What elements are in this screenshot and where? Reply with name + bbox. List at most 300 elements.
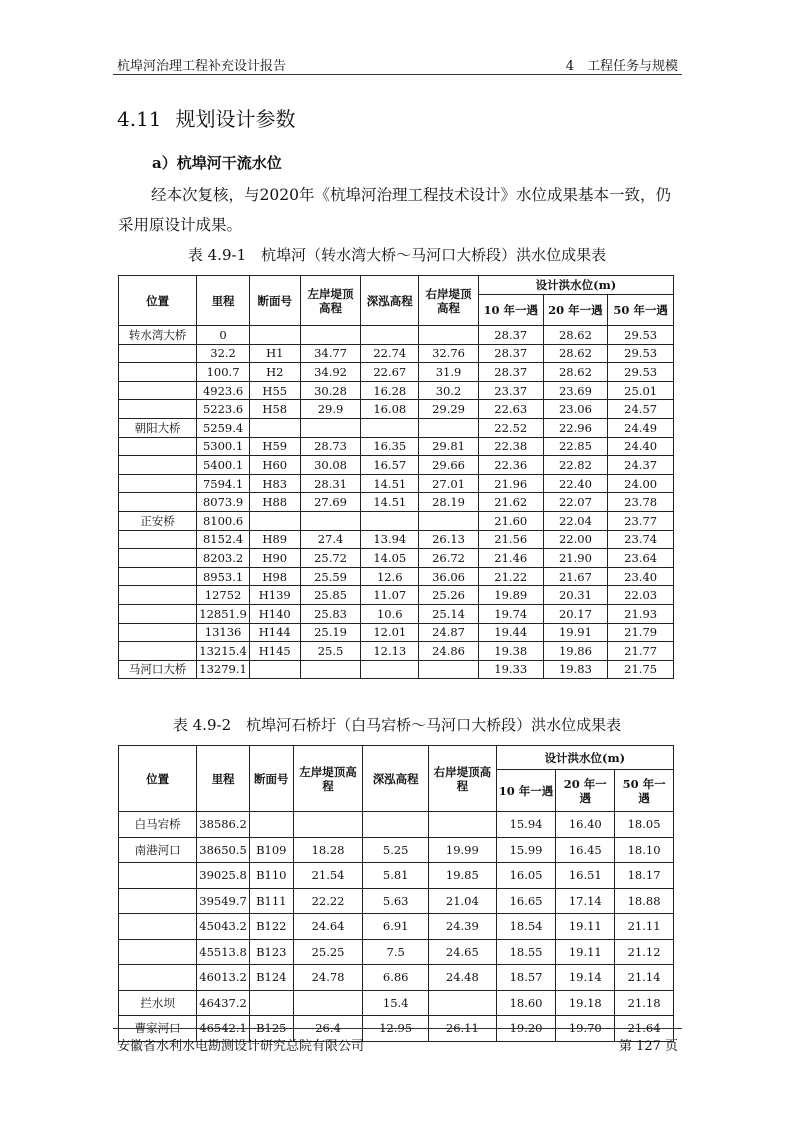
table-cell: 27.01 xyxy=(419,474,479,493)
table-cell: 21.46 xyxy=(478,549,543,568)
table-cell: 28.37 xyxy=(478,326,543,345)
table-cell: B122 xyxy=(249,914,293,940)
table-cell: 21.56 xyxy=(478,530,543,549)
table-cell xyxy=(119,586,197,605)
table-row xyxy=(119,344,674,363)
table-cell: 22.82 xyxy=(543,456,608,475)
table-cell xyxy=(119,888,197,914)
table-cell: 31.9 xyxy=(419,363,479,382)
table-cell: 21.62 xyxy=(478,493,543,512)
table-cell xyxy=(419,511,479,530)
table-cell: 8953.1 xyxy=(197,567,250,586)
col-20yr: 20 年一遇 xyxy=(556,770,615,812)
col-design-level: 设计洪水位(m) xyxy=(478,276,673,295)
table-cell: 30.08 xyxy=(300,456,361,475)
table-cell xyxy=(119,493,197,512)
table-cell: 32.76 xyxy=(419,344,479,363)
table-cell xyxy=(119,549,197,568)
table-cell: 24.39 xyxy=(429,914,497,940)
table2-caption: 表 4.9-2 杭埠河石桥圩（白马宕桥～马河口大桥段）洪水位成果表 xyxy=(172,716,622,734)
table-cell: 15.99 xyxy=(496,837,556,863)
table-row xyxy=(119,990,674,1016)
table-cell xyxy=(119,530,197,549)
table-cell: 13279.1 xyxy=(197,660,250,679)
table-cell: 19.86 xyxy=(543,642,608,661)
table-cell xyxy=(293,990,363,1016)
table-cell: 16.57 xyxy=(361,456,419,475)
table-cell: 16.08 xyxy=(361,400,419,419)
table-cell: 18.88 xyxy=(615,888,674,914)
table-cell: 南港河口 xyxy=(119,837,197,863)
table-cell: 29.29 xyxy=(419,400,479,419)
table-cell: 14.51 xyxy=(361,493,419,512)
table-cell: 22.07 xyxy=(543,493,608,512)
table-cell: 5259.4 xyxy=(197,418,250,437)
col-mileage: 里程 xyxy=(197,276,250,326)
col-location: 位置 xyxy=(119,276,197,326)
table-row xyxy=(119,511,674,530)
table-cell: H98 xyxy=(249,567,300,586)
table-cell: 25.25 xyxy=(293,939,363,965)
table-cell: 100.7 xyxy=(197,363,250,382)
table-cell xyxy=(119,642,197,661)
table-cell: 21.11 xyxy=(615,914,674,940)
table-cell xyxy=(119,456,197,475)
table-cell: 19.11 xyxy=(556,939,615,965)
table-cell: 23.64 xyxy=(608,549,674,568)
table-cell: 21.14 xyxy=(615,965,674,991)
table-cell: 30.28 xyxy=(300,381,361,400)
table-cell: 28.37 xyxy=(478,363,543,382)
table-cell xyxy=(119,381,197,400)
table-cell xyxy=(119,914,197,940)
col-50yr: 50 年一遇 xyxy=(615,770,674,812)
flood-level-table-1 xyxy=(118,275,674,679)
table-row xyxy=(119,400,674,419)
col-section: 断面号 xyxy=(249,276,300,326)
col-20yr: 20 年一遇 xyxy=(543,295,608,326)
col-50yr: 50 年一遇 xyxy=(608,295,674,326)
table-cell: 29.53 xyxy=(608,363,674,382)
table-row xyxy=(119,914,674,940)
table-cell: 28.62 xyxy=(543,363,608,382)
table-cell: 21.96 xyxy=(478,474,543,493)
table-cell: 18.28 xyxy=(293,837,363,863)
table-cell: 19.74 xyxy=(478,604,543,623)
table-cell xyxy=(119,604,197,623)
table-cell: 23.69 xyxy=(543,381,608,400)
table-cell: 0 xyxy=(197,326,250,345)
table-cell xyxy=(119,863,197,889)
table-cell: 7594.1 xyxy=(197,474,250,493)
table-row xyxy=(119,418,674,437)
table1-caption: 表 4.9-1 杭埠河（转水湾大桥～马河口大桥段）洪水位成果表 xyxy=(187,246,607,264)
table-cell: H58 xyxy=(249,400,300,419)
table-cell: 11.07 xyxy=(361,586,419,605)
table-cell: 29.53 xyxy=(608,344,674,363)
table-cell: 22.36 xyxy=(478,456,543,475)
table-cell: 22.63 xyxy=(478,400,543,419)
table-cell: H145 xyxy=(249,642,300,661)
table-cell: 12752 xyxy=(197,586,250,605)
table-cell: H83 xyxy=(249,474,300,493)
table-cell: 12.95 xyxy=(363,1016,429,1042)
table-cell: 16.05 xyxy=(496,863,556,889)
table-cell: 32.2 xyxy=(197,344,250,363)
table-cell: 45043.2 xyxy=(197,914,250,940)
table-cell: 25.19 xyxy=(300,623,361,642)
table-cell: 12.13 xyxy=(361,642,419,661)
table-cell: 16.35 xyxy=(361,437,419,456)
table-cell: B109 xyxy=(249,837,293,863)
table-cell: 46542.1 xyxy=(197,1016,250,1042)
table-cell: 24.37 xyxy=(608,456,674,475)
col-10yr: 10 年一遇 xyxy=(496,770,556,812)
table-cell: 26.72 xyxy=(419,549,479,568)
table-cell: 5.81 xyxy=(363,863,429,889)
table-row xyxy=(119,567,674,586)
table-cell: 19.38 xyxy=(478,642,543,661)
table-row xyxy=(119,837,674,863)
table-row xyxy=(119,456,674,475)
table-cell: 12.01 xyxy=(361,623,419,642)
table-row xyxy=(119,888,674,914)
table-row xyxy=(119,381,674,400)
table-cell: 8100.6 xyxy=(197,511,250,530)
table-cell: 马河口大桥 xyxy=(119,660,197,679)
table-cell: 24.87 xyxy=(419,623,479,642)
table-cell: 6.86 xyxy=(363,965,429,991)
table-cell: 22.03 xyxy=(608,586,674,605)
table-cell xyxy=(119,400,197,419)
table-cell xyxy=(119,437,197,456)
header-report-title: 杭埠河治理工程补充设计报告 xyxy=(117,59,287,74)
col-mileage: 里程 xyxy=(197,746,250,812)
table-cell: 29.53 xyxy=(608,326,674,345)
table-cell: 转水湾大桥 xyxy=(119,326,197,345)
table-cell: 20.31 xyxy=(543,586,608,605)
table-cell xyxy=(300,660,361,679)
table-cell: 24.40 xyxy=(608,437,674,456)
table-cell xyxy=(419,418,479,437)
table-cell: 19.91 xyxy=(543,623,608,642)
col-left-bank: 左岸堤顶高程 xyxy=(300,276,361,326)
table-cell: 5223.6 xyxy=(197,400,250,419)
table-cell: 5300.1 xyxy=(197,437,250,456)
table-cell: 拦水坝 xyxy=(119,990,197,1016)
table-cell: 25.83 xyxy=(300,604,361,623)
table-cell: 28.37 xyxy=(478,344,543,363)
table-cell xyxy=(419,660,479,679)
table-row xyxy=(119,437,674,456)
table-cell: 24.57 xyxy=(608,400,674,419)
table-cell xyxy=(249,812,293,838)
footer-company: 安徽省水利水电勘测设计研究总院有限公司 xyxy=(117,1039,365,1054)
table-cell: H139 xyxy=(249,586,300,605)
table-cell: 21.64 xyxy=(615,1016,674,1042)
table-cell: 23.40 xyxy=(608,567,674,586)
section-heading xyxy=(117,103,296,132)
col-section: 断面号 xyxy=(249,746,293,812)
section-number: 4.11 xyxy=(117,107,162,131)
table-cell xyxy=(363,812,429,838)
table-cell: 20.17 xyxy=(543,604,608,623)
table-cell: 5400.1 xyxy=(197,456,250,475)
table-cell: B110 xyxy=(249,863,293,889)
table-row xyxy=(119,493,674,512)
table-cell: 5.63 xyxy=(363,888,429,914)
table-cell: 17.14 xyxy=(556,888,615,914)
table-cell: B111 xyxy=(249,888,293,914)
table-cell: 28.62 xyxy=(543,344,608,363)
col-left-bank: 左岸堤顶高程 xyxy=(293,746,363,812)
table-cell: 46013.2 xyxy=(197,965,250,991)
table-cell: 24.78 xyxy=(293,965,363,991)
table-row xyxy=(119,604,674,623)
table-cell xyxy=(361,511,419,530)
table-row xyxy=(119,812,674,838)
table-cell: 22.52 xyxy=(478,418,543,437)
table-cell: 14.05 xyxy=(361,549,419,568)
table-cell: 18.54 xyxy=(496,914,556,940)
table-cell: 39025.8 xyxy=(197,863,250,889)
table-cell: 21.90 xyxy=(543,549,608,568)
table-cell: 46437.2 xyxy=(197,990,250,1016)
table-cell: 34.92 xyxy=(300,363,361,382)
table-row xyxy=(119,623,674,642)
table-cell: H90 xyxy=(249,549,300,568)
table-cell: 19.83 xyxy=(543,660,608,679)
table-cell: 16.65 xyxy=(496,888,556,914)
table-cell xyxy=(249,660,300,679)
table-cell xyxy=(293,812,363,838)
table-cell: H55 xyxy=(249,381,300,400)
table-cell xyxy=(119,344,197,363)
table-cell xyxy=(429,812,497,838)
table-cell xyxy=(361,660,419,679)
table-cell: 23.77 xyxy=(608,511,674,530)
col-thalweg: 深泓高程 xyxy=(363,746,429,812)
table-cell: 12.6 xyxy=(361,567,419,586)
table-cell: 19.44 xyxy=(478,623,543,642)
table-cell: 24.86 xyxy=(419,642,479,661)
table-cell: 8203.2 xyxy=(197,549,250,568)
table-cell: 28.62 xyxy=(543,326,608,345)
table-cell xyxy=(419,326,479,345)
table-cell xyxy=(249,326,300,345)
table-cell: H88 xyxy=(249,493,300,512)
table-cell: 23.78 xyxy=(608,493,674,512)
page-number: 第 127 页 xyxy=(618,1039,678,1054)
col-right-bank: 右岸堤顶高程 xyxy=(429,746,497,812)
table-cell: 21.79 xyxy=(608,623,674,642)
table-cell: 18.10 xyxy=(615,837,674,863)
table-cell xyxy=(300,418,361,437)
table-cell xyxy=(249,418,300,437)
table-cell: 39549.7 xyxy=(197,888,250,914)
table-cell xyxy=(300,326,361,345)
table-cell xyxy=(361,326,419,345)
table-cell: B123 xyxy=(249,939,293,965)
table-cell: 8073.9 xyxy=(197,493,250,512)
table-row xyxy=(119,939,674,965)
table-cell: 26.4 xyxy=(293,1016,363,1042)
table-cell xyxy=(249,990,293,1016)
table-cell: B125 xyxy=(249,1016,293,1042)
table-cell xyxy=(119,623,197,642)
table-cell: 18.05 xyxy=(615,812,674,838)
table-cell: 28.31 xyxy=(300,474,361,493)
table-cell: H59 xyxy=(249,437,300,456)
table-cell: 25.01 xyxy=(608,381,674,400)
table-row xyxy=(119,660,674,679)
col-10yr: 10 年一遇 xyxy=(478,295,543,326)
table-row xyxy=(119,474,674,493)
table-cell: 24.48 xyxy=(429,965,497,991)
table-cell: 13.94 xyxy=(361,530,419,549)
table-cell: 22.85 xyxy=(543,437,608,456)
header-chapter: 4 工程任务与规模 xyxy=(565,59,678,74)
table-cell: 15.94 xyxy=(496,812,556,838)
table-cell: 16.51 xyxy=(556,863,615,889)
table-cell: 22.74 xyxy=(361,344,419,363)
table-cell: 21.77 xyxy=(608,642,674,661)
table-cell xyxy=(119,474,197,493)
col-thalweg: 深泓高程 xyxy=(361,276,419,326)
table-cell: 19.14 xyxy=(556,965,615,991)
table-cell: 36.06 xyxy=(419,567,479,586)
table-cell: 朝阳大桥 xyxy=(119,418,197,437)
table-cell: 25.5 xyxy=(300,642,361,661)
table-cell: 45513.8 xyxy=(197,939,250,965)
table-cell: 22.00 xyxy=(543,530,608,549)
table-cell: 21.67 xyxy=(543,567,608,586)
page-header xyxy=(113,50,682,75)
subsection-heading: a）杭埠河干流水位 xyxy=(152,154,282,172)
table-cell: 7.5 xyxy=(363,939,429,965)
table-cell: 23.37 xyxy=(478,381,543,400)
table-row xyxy=(119,530,674,549)
table-cell xyxy=(119,363,197,382)
table-cell: 25.26 xyxy=(419,586,479,605)
table-cell xyxy=(119,939,197,965)
body-paragraph: 经本次复核，与2020年《杭埠河治理工程技术设计》水位成果基本一致，仍采用原设计成果。 xyxy=(118,186,671,234)
table-row xyxy=(119,326,674,345)
table-cell: 13136 xyxy=(197,623,250,642)
table-cell: 22.67 xyxy=(361,363,419,382)
table-row xyxy=(119,863,674,889)
table-cell: 23.06 xyxy=(543,400,608,419)
table-cell: 13215.4 xyxy=(197,642,250,661)
table-cell: H144 xyxy=(249,623,300,642)
table-cell: 16.45 xyxy=(556,837,615,863)
table-cell: 26.13 xyxy=(419,530,479,549)
table-cell: 24.00 xyxy=(608,474,674,493)
table-cell: 白马宕桥 xyxy=(119,812,197,838)
table-cell: 21.12 xyxy=(615,939,674,965)
table-cell: 21.18 xyxy=(615,990,674,1016)
table-cell: 5.25 xyxy=(363,837,429,863)
table-cell: 21.22 xyxy=(478,567,543,586)
table-cell: 21.75 xyxy=(608,660,674,679)
table-row xyxy=(119,363,674,382)
table-cell: 19.70 xyxy=(556,1016,615,1042)
table-cell: 19.33 xyxy=(478,660,543,679)
table-cell: 16.28 xyxy=(361,381,419,400)
table-cell: 15.4 xyxy=(363,990,429,1016)
flood-level-table-2 xyxy=(118,745,674,1042)
table-cell: 38586.2 xyxy=(197,812,250,838)
table-row xyxy=(119,642,674,661)
table-cell: H140 xyxy=(249,604,300,623)
table-cell: 25.14 xyxy=(419,604,479,623)
table-cell: 8152.4 xyxy=(197,530,250,549)
table-cell: H89 xyxy=(249,530,300,549)
table-cell: 29.66 xyxy=(419,456,479,475)
table-cell: 18.17 xyxy=(615,863,674,889)
table-cell: 10.6 xyxy=(361,604,419,623)
table-cell: 6.91 xyxy=(363,914,429,940)
table-cell: 24.49 xyxy=(608,418,674,437)
page-footer xyxy=(113,1028,682,1053)
table-cell: 4923.6 xyxy=(197,381,250,400)
table-cell: 27.69 xyxy=(300,493,361,512)
table-cell: 19.18 xyxy=(556,990,615,1016)
table-cell: 21.04 xyxy=(429,888,497,914)
table-cell: 24.65 xyxy=(429,939,497,965)
table-cell: 21.60 xyxy=(478,511,543,530)
table-row xyxy=(119,586,674,605)
col-location: 位置 xyxy=(119,746,197,812)
table-cell xyxy=(249,511,300,530)
table-cell: B124 xyxy=(249,965,293,991)
table-cell: 34.77 xyxy=(300,344,361,363)
table-cell: 38650.5 xyxy=(197,837,250,863)
table-cell: 曹家河口 xyxy=(119,1016,197,1042)
table-cell xyxy=(361,418,419,437)
table-cell: H60 xyxy=(249,456,300,475)
table-row xyxy=(119,549,674,568)
table-cell: 23.74 xyxy=(608,530,674,549)
table-cell xyxy=(429,990,497,1016)
table-cell xyxy=(119,567,197,586)
table-row xyxy=(119,965,674,991)
table-cell: 25.72 xyxy=(300,549,361,568)
table-cell: 22.38 xyxy=(478,437,543,456)
table-cell: 25.85 xyxy=(300,586,361,605)
table-cell: 26.11 xyxy=(429,1016,497,1042)
section-title: 规划设计参数 xyxy=(175,107,296,131)
table-cell: 24.64 xyxy=(293,914,363,940)
table-cell: H2 xyxy=(249,363,300,382)
table-cell: 22.40 xyxy=(543,474,608,493)
table-cell: 22.96 xyxy=(543,418,608,437)
table-cell: 19.85 xyxy=(429,863,497,889)
table-cell: 18.60 xyxy=(496,990,556,1016)
table-cell: 18.55 xyxy=(496,939,556,965)
table-cell: 12851.9 xyxy=(197,604,250,623)
table-cell: 19.89 xyxy=(478,586,543,605)
table-cell: 25.59 xyxy=(300,567,361,586)
table-cell: 正安桥 xyxy=(119,511,197,530)
table-cell: 19.11 xyxy=(556,914,615,940)
table-cell: 22.22 xyxy=(293,888,363,914)
table-cell: 27.4 xyxy=(300,530,361,549)
table-cell: 29.81 xyxy=(419,437,479,456)
table-cell: 21.93 xyxy=(608,604,674,623)
table-cell: 19.20 xyxy=(496,1016,556,1042)
table-cell: 29.9 xyxy=(300,400,361,419)
